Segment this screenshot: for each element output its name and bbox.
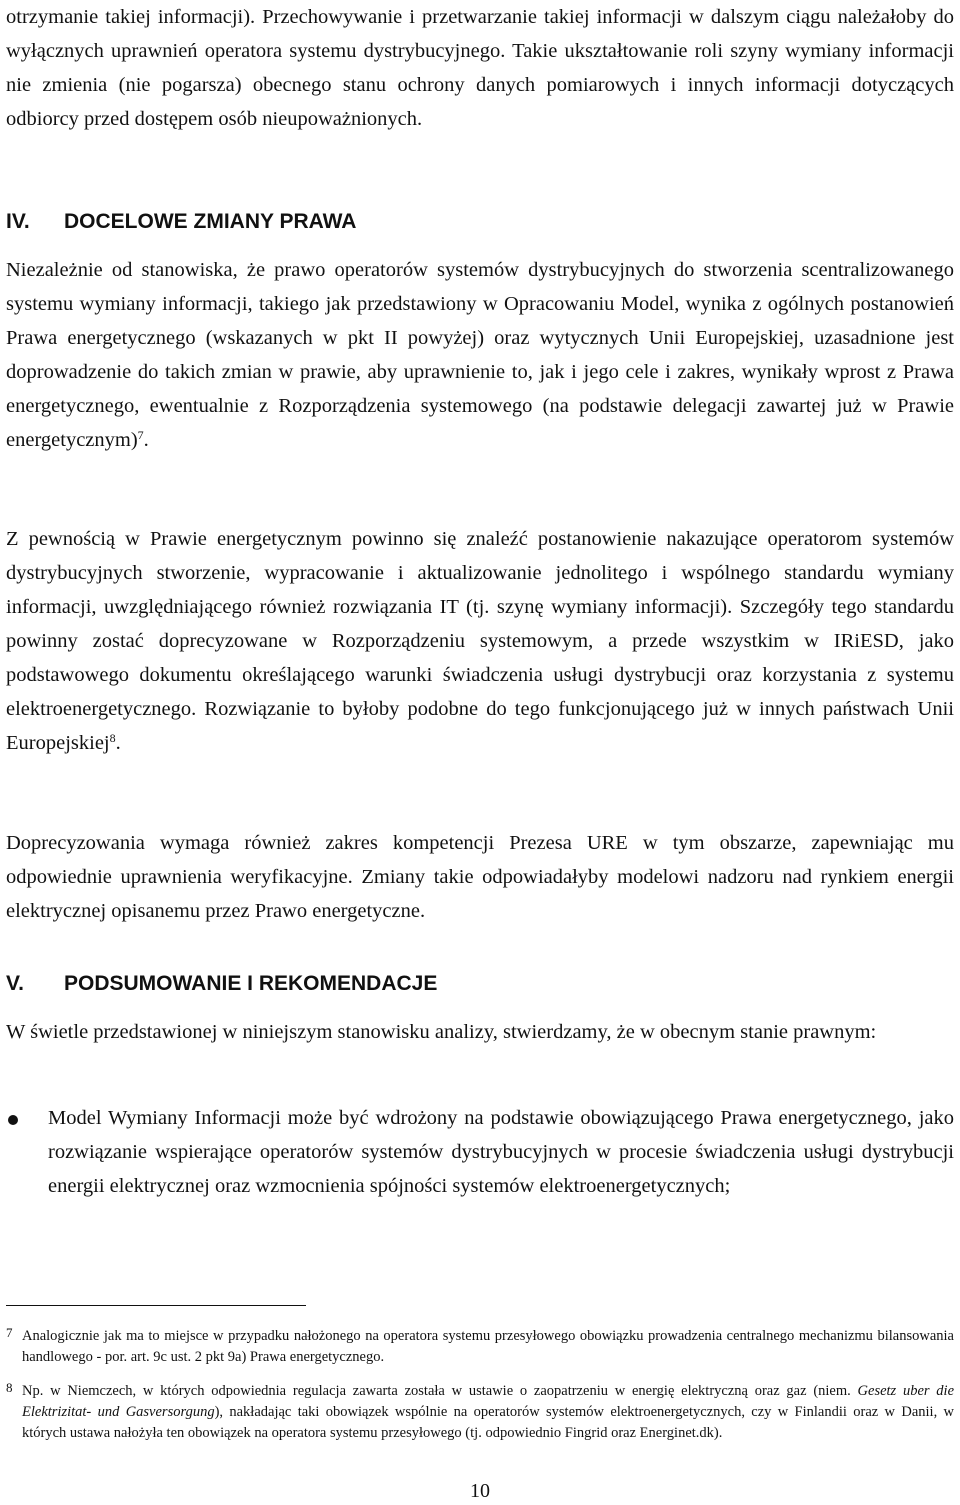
section-number: V. (6, 972, 24, 995)
footnote-7 (6, 1326, 954, 1368)
paragraph: W świetle przedstawionej w niniejszym stanowisku analizy, stwierdzamy, że w obecnym stanie prawnym: (6, 1021, 877, 1043)
paragraph (6, 522, 954, 760)
section-title: PODSUMOWANIE I REKOMENDACJE (64, 972, 438, 995)
footnote-text-part: Np. w Niemczech, w których odpowiednia regulacja zawarta została w ustawie o zaopatrzeniu w energię elektryczną oraz gaz (niem. (22, 1383, 858, 1399)
footnote-text (22, 1381, 954, 1444)
paragraph-continuation: otrzymanie takiej informacji). Przechowywanie i przetwarzanie takiej informacji w dalszym ciągu należałoby do wyłącznych uprawnień operatora systemu dystrybucyjnego. Takie ukształtowanie roli szyny wymiany informacji nie zmienia (nie pogarsza) obecnego stanu ochrony danych pomiarowych i innych informacji dotyczących odbiorcy przed dostępem osób nieupoważnionych. (6, 6, 954, 130)
list-item-text: Model Wymiany Informacji może być wdrożony na podstawie obowiązującego Prawa energetycznego, jako rozwiązanie wspierające operatorów systemów dystrybucyjnych w procesie świadczenia usługi dystrybucji energii elektrycznej oraz wzmocnienia spójności systemów elektroenergetycznych; (48, 1107, 954, 1197)
footnote-ref[interactable]: 7 (137, 428, 144, 442)
page-number: 10 (470, 1480, 490, 1502)
section-title: DOCELOWE ZMIANY PRAWA (64, 210, 357, 233)
footnote-8 (6, 1381, 954, 1444)
section-heading-iv (6, 205, 356, 239)
footnote-ref[interactable]: 8 (109, 731, 116, 745)
paragraph: Doprecyzowania wymaga również zakres kompetencji Prezesa URE w tym obszarze, zapewniając mu odpowiednie uprawnienia weryfikacyjne. Zmiany takie odpowiadałyby modelowi nadzoru nad rynkiem energii elektrycznej opisanemu przez Prawo energetyczne. (6, 832, 954, 922)
footnote-text: Analogicznie jak ma to miejsce w przypadku nałożonego na operatora systemu przesyłowego obowiązku prowadzenia centralnego mechanizmu bilansowania handlowego - por. art. 9c ust. 2 pkt 9a) Prawa energetycznego. (22, 1328, 954, 1365)
bullet-icon (8, 1115, 18, 1125)
footnote-text-part: ), nakładając taki obowiązek wspólnie na operatorów systemów elektroenergetycznych, czy w Finlandii oraz w Danii, w których ustawa nałożyła ten obowiązek na operatora systemu przesyłowego (tj. odpowiednio Fingrid oraz Energinet.dk). (22, 1404, 955, 1441)
paragraph-end: . (115, 732, 121, 754)
paragraph (6, 253, 954, 457)
section-number: IV. (6, 210, 30, 233)
footnote-number: 7 (6, 1325, 13, 1340)
footnote-italic-title: Gesetz uber die Elektrizitat- und Gasversorgung (22, 1383, 955, 1420)
list-item (6, 1101, 954, 1203)
section-heading-v (6, 967, 437, 1001)
paragraph-text: Z pewnością w Prawie energetycznym powinno się znaleźć postanowienie nakazujące operatorom systemów dystrybucyjnych stworzenie, wypracowanie i aktualizowanie jednolitego i wspólnego standardu wymiany informacji, uwzględniającego również rozwiązania IT (tj. szynę wymiany informacji). Szczegóły tego standardu powinny zostać doprecyzowane w Rozporządzeniu systemowym, a przede wszystkim w IRiESD, jako podstawowego dokumentu określającego warunki świadczenia usługi dystrybucji oraz korzystania z systemu elektroenergetycznego. Rozwiązanie to byłoby podobne do tego funkcjonującego już w innych państwach Unii Europejskiej (6, 528, 954, 754)
footnote-number: 8 (6, 1380, 13, 1395)
footnote-separator (6, 1305, 306, 1306)
paragraph-text: Niezależnie od stanowiska, że prawo operatorów systemów dystrybucyjnych do stworzenia scentralizowanego systemu wymiany informacji, takiego jak przedstawiony w Opracowaniu Model, wynika z ogólnych postanowień Prawa energetycznego (wskazanych w pkt II powyżej) oraz wytycznych Unii Europejskiej, uzasadnione jest doprowadzenie do takich zmian w prawie, aby uprawnienie to, jak i jego cele i zakres, wynikały wprost z Prawa energetycznego, ewentualnie z Rozporządzenia systemowego (na podstawie delegacji zawartej już w Prawie energetycznym) (6, 259, 954, 451)
paragraph-end: . (143, 429, 149, 451)
